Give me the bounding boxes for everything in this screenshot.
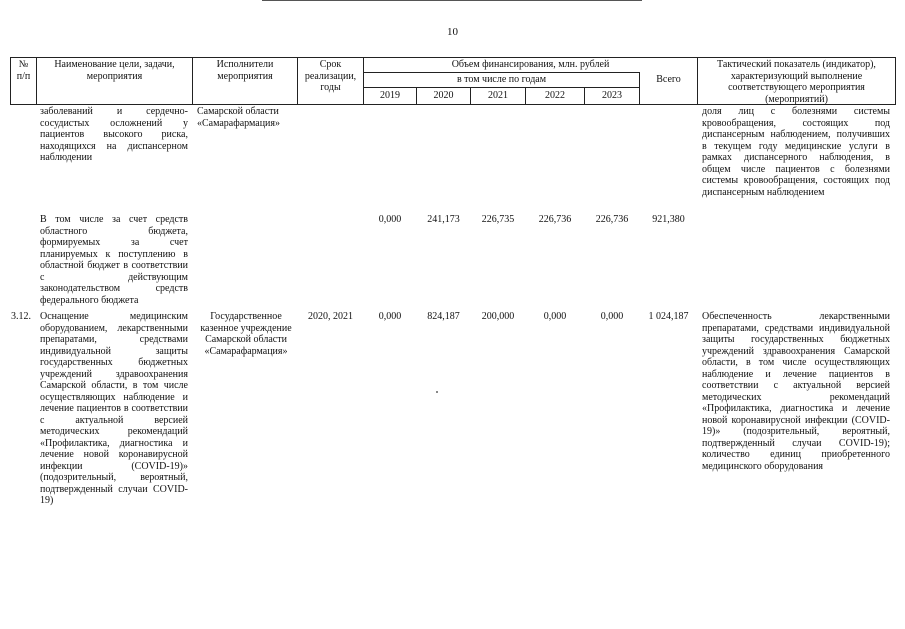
header-term: Срок реализации, годы bbox=[304, 59, 357, 93]
financing-subheader-line bbox=[363, 72, 639, 73]
top-rule bbox=[262, 0, 642, 1]
header-year-2019: 2019 bbox=[380, 90, 400, 101]
page-number: 10 bbox=[447, 26, 458, 38]
row2-value-2021: 200,000 bbox=[481, 311, 515, 322]
row1-total: 921,380 bbox=[652, 214, 685, 225]
row1-name: В том числе за счет средств областного бюджета, формируемых за счет планируемых к поступлению в областной бюджет в соответствии с действующим законодательством средств федерального бюджета bbox=[40, 214, 188, 306]
row2-value-2023: 0,000 bbox=[600, 311, 624, 322]
header-year-2023: 2023 bbox=[602, 90, 622, 101]
header-financing: Объем финансирования, млн. рублей bbox=[451, 59, 610, 70]
header-total: Всего bbox=[656, 74, 681, 85]
row1-value-2022: 226,736 bbox=[538, 214, 572, 225]
row0-executors: Самарской области «Самарафармация» bbox=[197, 106, 281, 129]
row2-term: 2020, 2021 bbox=[308, 311, 353, 322]
header-year-2021: 2021 bbox=[488, 90, 508, 101]
header-by-years: в том числе по годам bbox=[456, 74, 547, 85]
header-top-border bbox=[10, 57, 896, 58]
row0-name: заболеваний и сердечно-сосудистых осложнений у пациентов высокого риска, находящихся на диспансерном наблюдении bbox=[40, 106, 188, 163]
row0-indicator: доля лиц с болезнями системы кровообращения, состоящих под диспансерным наблюдением, получивших в текущем году медицинские услуги в рамках диспансерного наблюдения, в общем числе пациентов с болезнями системы кровообращения, состоящих под диспансерным наблюдением bbox=[702, 106, 890, 198]
row2-value-2022: 0,000 bbox=[543, 311, 567, 322]
row2-total: 1 024,187 bbox=[648, 311, 689, 322]
header-indicator: Тактический показатель (индикатор), характеризующий выполнение соответствующего мероприятия (мероприятий) bbox=[717, 59, 876, 105]
header-year-2022: 2022 bbox=[545, 90, 565, 101]
header-year-2020: 2020 bbox=[433, 90, 454, 101]
row2-num: 3.12. bbox=[11, 311, 31, 322]
header-name: Наименование цели, задачи, мероприятия bbox=[54, 59, 175, 82]
row1-value-2021: 226,735 bbox=[481, 214, 515, 225]
row2-indicator: Обеспеченность лекарственными препаратами, средствами индивидуальной защиты государственных бюджетных учреждений здравоохранения Самарской области, в том числе осуществляющих наблюдение и лечение пациентов в соответствии с актуальной версией методических рекомендаций «Профилактика, диагностика и лечение новой коронавирусной инфекции (COVID-19)» (подозрительный, вероятный, подтвержденный случаи COVID-19); количество единиц приобретенного медицинского оборудования bbox=[702, 311, 890, 472]
row2-executors: Государственное казенное учреждение Самарской области «Самарафармация» bbox=[200, 311, 292, 357]
row2-value-2020: 824,187 bbox=[427, 311, 460, 322]
col-border-right bbox=[895, 57, 896, 104]
row1-value-2020: 241,173 bbox=[427, 214, 460, 225]
scan-speck bbox=[436, 391, 438, 393]
row2-name: Оснащение медицинским оборудованием, лекарственными препаратами, средствами индивидуальной защиты государственных бюджетных учреждений здравоохранения Самарской области, в том числе осуществляющих наблюдение и лечение пациентов в соответствии с актуальной версией методических рекомендаций «Профилактика, диагностика и лечение новой коронавирусной инфекции (COVID-19)» (подозрительный, вероятный, подтвержденный случаи COVID-19) bbox=[40, 311, 188, 506]
header-num: № п/п bbox=[16, 59, 31, 82]
row2-value-2019: 0,000 bbox=[378, 311, 402, 322]
row1-value-2023: 226,736 bbox=[595, 214, 629, 225]
header-executors: Исполнители мероприятия bbox=[216, 59, 274, 82]
row1-value-2019: 0,000 bbox=[378, 214, 402, 225]
years-subheader-line bbox=[363, 87, 639, 88]
